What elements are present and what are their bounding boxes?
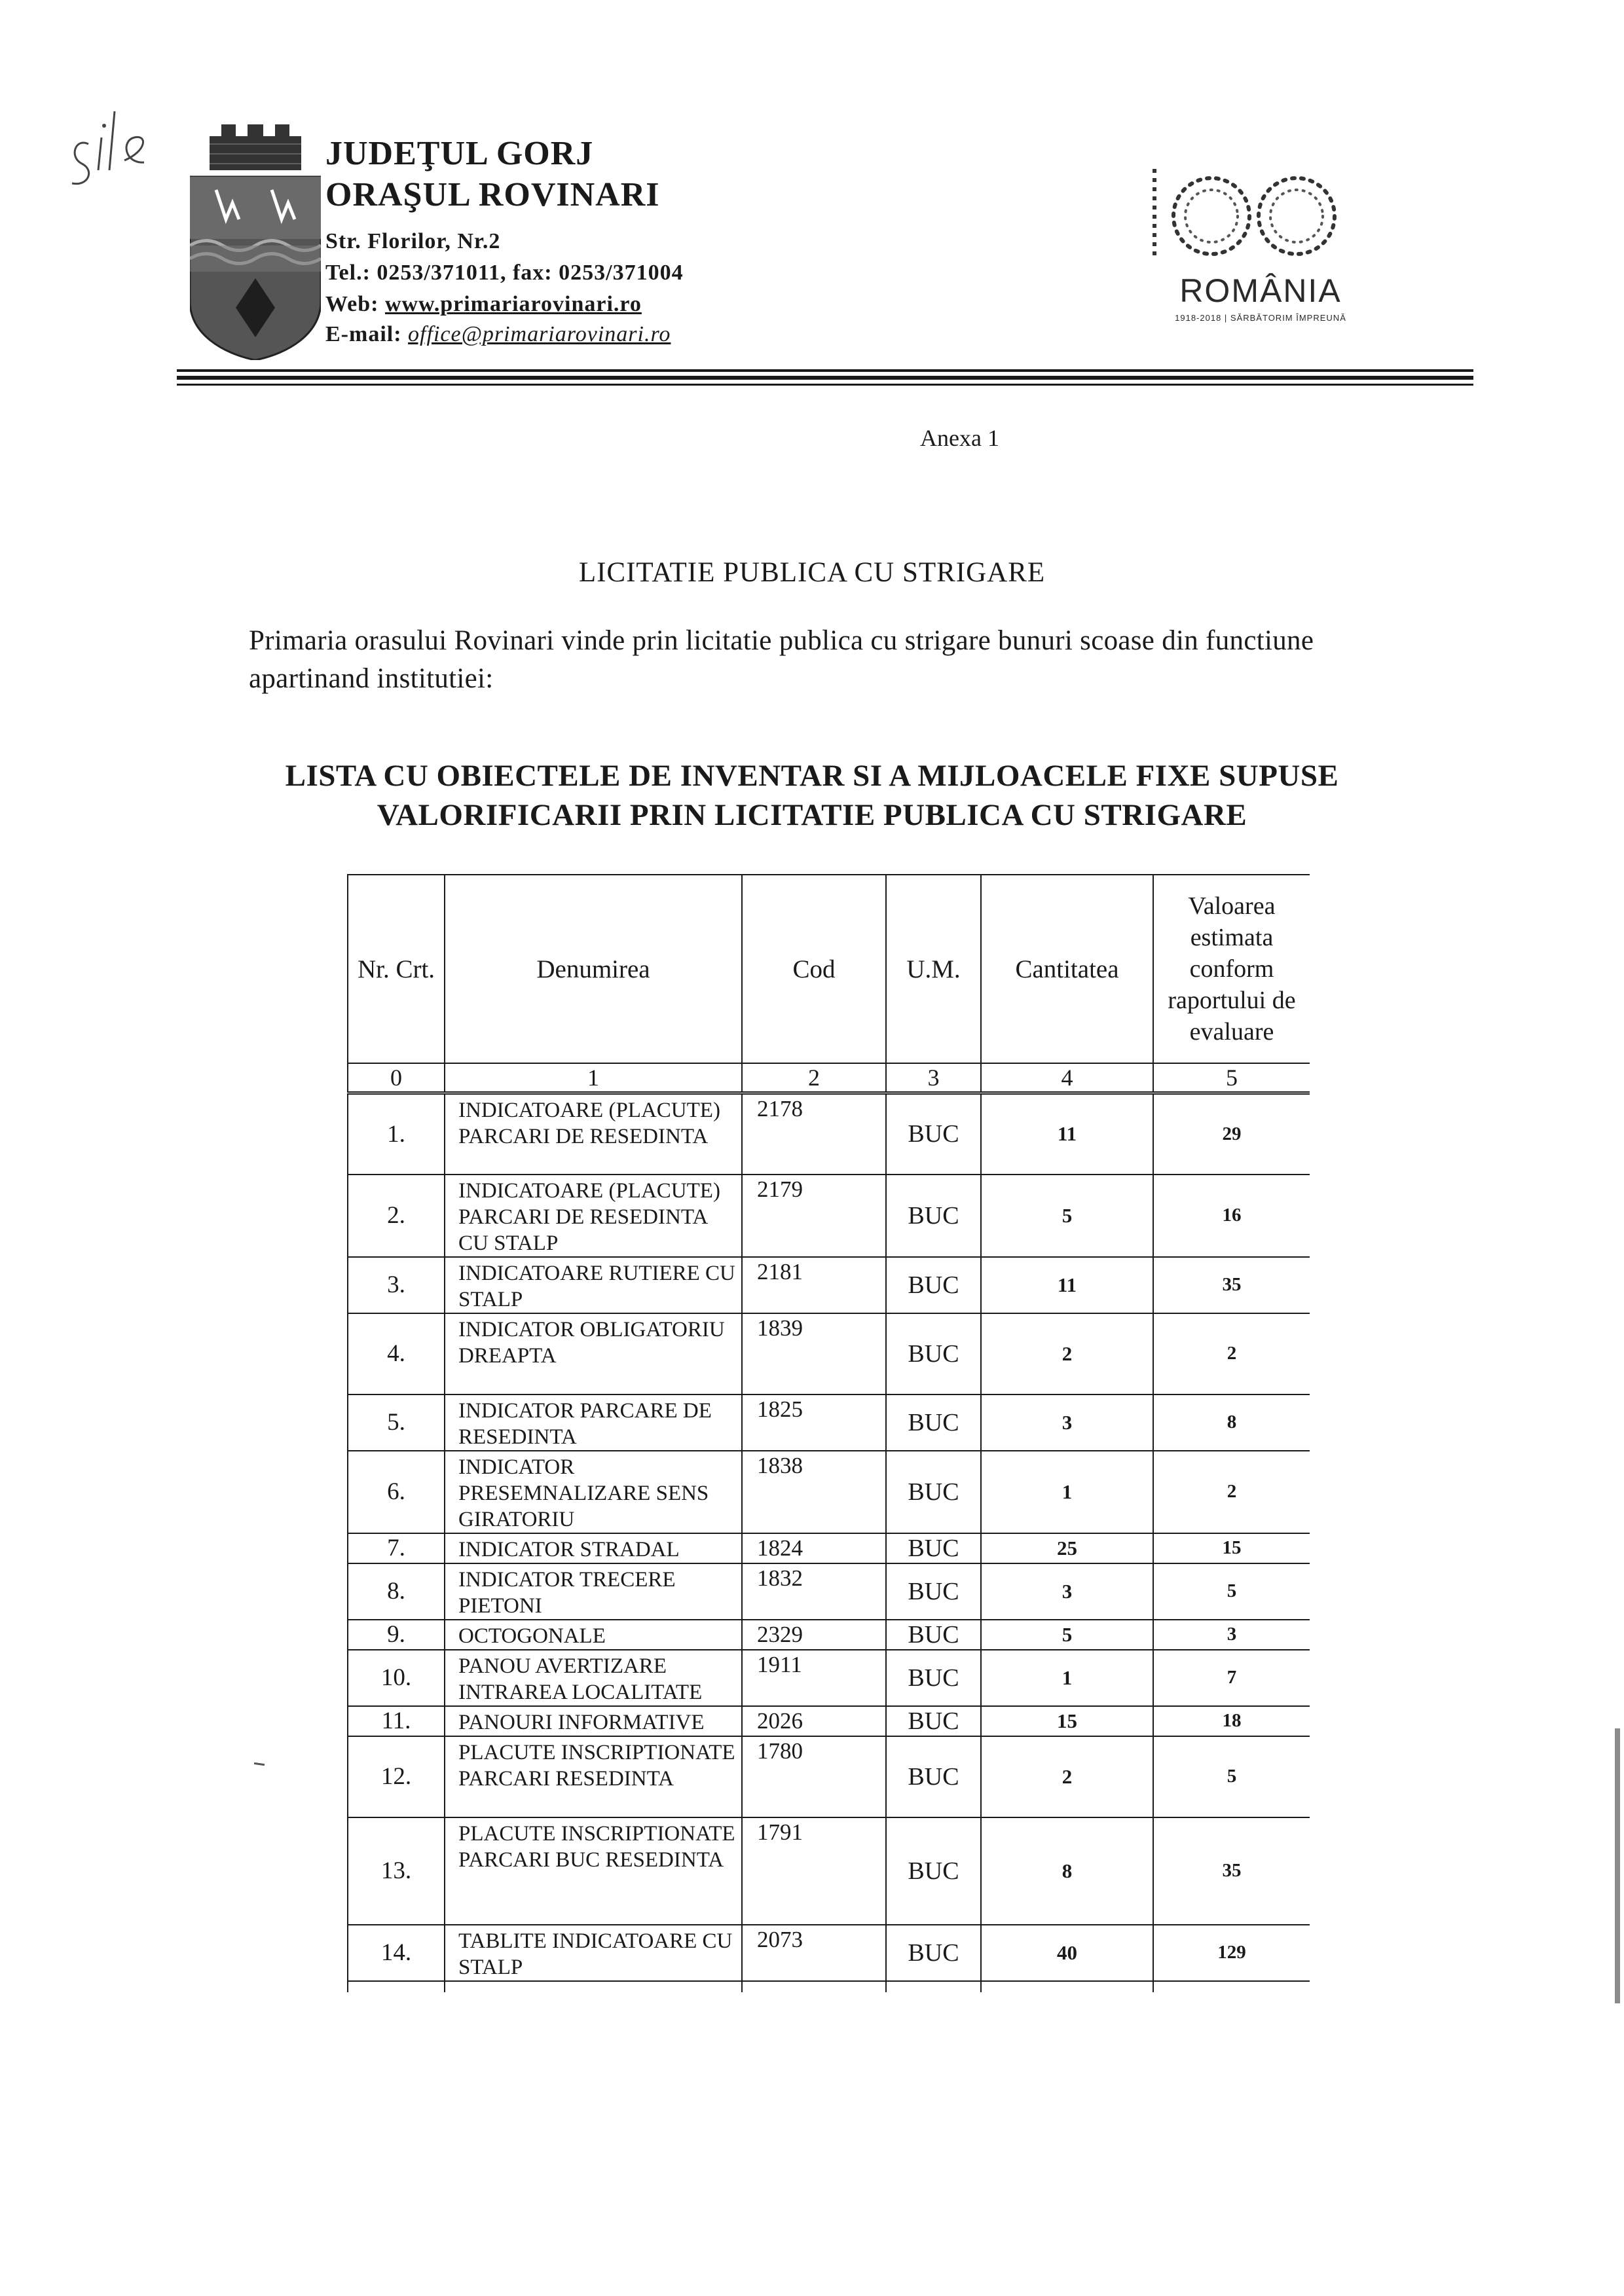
item-unit: BUC xyxy=(886,1563,981,1620)
item-unit: BUC xyxy=(886,1093,981,1175)
item-name: INDICATOR TRECERE PIETONI xyxy=(445,1563,742,1620)
item-code: 1780 xyxy=(742,1736,886,1817)
item-unit: BUC xyxy=(886,1313,981,1394)
row-number: 14. xyxy=(348,1925,445,1981)
stray-mark xyxy=(254,1762,265,1766)
row-number: 3. xyxy=(348,1257,445,1313)
address: Str. Florilor, Nr.2 xyxy=(325,229,501,253)
website-link[interactable]: www.primariarovinari.ro xyxy=(384,292,642,316)
item-code: 2329 xyxy=(742,1620,886,1650)
column-number: 3 xyxy=(886,1063,981,1093)
table-row xyxy=(348,1313,1310,1394)
table-row xyxy=(348,1706,1310,1736)
annex-label: Anexa 1 xyxy=(920,425,999,451)
item-quantity: 1 xyxy=(981,1650,1153,1706)
row-number: 8. xyxy=(348,1563,445,1620)
notice-title: LICITATIE PUBLICA CU STRIGARE xyxy=(578,557,1046,588)
table-row xyxy=(348,1925,1310,1981)
phone-fax: Tel.: 0253/371011, fax: 0253/371004 xyxy=(325,261,684,285)
centenary-word: ROMÂNIA xyxy=(1179,272,1342,309)
item-quantity: 2 xyxy=(981,1313,1153,1394)
item-unit: BUC xyxy=(886,1175,981,1257)
column-number-row xyxy=(348,1063,1310,1093)
item-name: OCTOGONALE xyxy=(445,1620,742,1650)
item-quantity: 40 xyxy=(981,1925,1153,1981)
row-number: 4. xyxy=(348,1313,445,1394)
item-code: 1911 xyxy=(742,1650,886,1706)
item-unit: BUC xyxy=(886,1533,981,1563)
item-value: 18 xyxy=(1153,1706,1310,1736)
email-label: E-mail: xyxy=(325,322,409,346)
item-unit: BUC xyxy=(886,1620,981,1650)
row-number: 5. xyxy=(348,1394,445,1451)
item-code: 1824 xyxy=(742,1533,886,1563)
column-header: Cantitatea xyxy=(981,875,1153,1063)
item-unit: BUC xyxy=(886,1394,981,1451)
table-row xyxy=(348,1093,1310,1175)
item-unit: BUC xyxy=(886,1817,981,1925)
item-name: TABLITE INDICATOARE CU STALP xyxy=(445,1925,742,1981)
item-unit: BUC xyxy=(886,1706,981,1736)
scan-edge-shadow xyxy=(1615,1728,1620,2003)
list-title xyxy=(0,756,1624,835)
item-code: 2026 xyxy=(742,1706,886,1736)
table-row xyxy=(348,1736,1310,1817)
row-number: 11. xyxy=(348,1706,445,1736)
email-line xyxy=(325,322,671,347)
item-quantity: 11 xyxy=(981,1093,1153,1175)
table-row xyxy=(348,1817,1310,1925)
table-row xyxy=(348,1257,1310,1313)
item-quantity: 3 xyxy=(981,1563,1153,1620)
item-name: INDICATOARE (PLACUTE) PARCARI DE RESEDINTA xyxy=(445,1093,742,1175)
item-code: 1839 xyxy=(742,1313,886,1394)
column-number: 0 xyxy=(348,1063,445,1093)
table-row xyxy=(348,1451,1310,1533)
item-code: 1791 xyxy=(742,1817,886,1925)
item-name: INDICATOARE RUTIERE CU STALP xyxy=(445,1257,742,1313)
item-unit: BUC xyxy=(886,1925,981,1981)
item-value: 7 xyxy=(1153,1650,1310,1706)
table-row xyxy=(348,1394,1310,1451)
item-quantity: 5 xyxy=(981,1620,1153,1650)
item-value: 35 xyxy=(1153,1817,1310,1925)
county-name: JUDEŢUL GORJ xyxy=(325,135,594,172)
column-number: 4 xyxy=(981,1063,1153,1093)
column-number: 5 xyxy=(1153,1063,1310,1093)
column-header: Cod xyxy=(742,875,886,1063)
item-code: 1832 xyxy=(742,1563,886,1620)
item-code: 2073 xyxy=(742,1925,886,1981)
row-number: 13. xyxy=(348,1817,445,1925)
centenary-subtitle: 1918-2018 | SĂRBĂTORIM ÎMPREUNĂ xyxy=(1175,313,1346,323)
item-quantity: 11 xyxy=(981,1257,1153,1313)
item-value: 29 xyxy=(1153,1093,1310,1175)
column-number: 1 xyxy=(445,1063,742,1093)
inventory-table-container xyxy=(347,874,1310,1992)
item-value: 129 xyxy=(1153,1925,1310,1981)
table-row-cut-off xyxy=(348,1981,1310,1993)
table-row xyxy=(348,1175,1310,1257)
row-number: 10. xyxy=(348,1650,445,1706)
table-body xyxy=(348,1093,1310,1993)
item-code: 1838 xyxy=(742,1451,886,1533)
item-value: 2 xyxy=(1153,1451,1310,1533)
row-number: 1. xyxy=(348,1093,445,1175)
table-row xyxy=(348,1650,1310,1706)
item-quantity: 5 xyxy=(981,1175,1153,1257)
list-title-line-1: LISTA CU OBIECTELE DE INVENTAR SI A MIJLOACELE FIXE SUPUSE xyxy=(285,759,1339,793)
row-number: 12. xyxy=(348,1736,445,1817)
item-quantity: 1 xyxy=(981,1451,1153,1533)
column-number: 2 xyxy=(742,1063,886,1093)
item-quantity: 2 xyxy=(981,1736,1153,1817)
table-row xyxy=(348,1563,1310,1620)
header-divider xyxy=(177,376,1473,380)
item-quantity: 3 xyxy=(981,1394,1153,1451)
item-value: 3 xyxy=(1153,1620,1310,1650)
table-row xyxy=(348,1620,1310,1650)
item-name: PANOURI INFORMATIVE xyxy=(445,1706,742,1736)
item-name: PLACUTE INSCRIPTIONATE PARCARI RESEDINTA xyxy=(445,1736,742,1817)
header-divider xyxy=(177,384,1473,386)
email-link[interactable]: office@primariarovinari.ro xyxy=(408,322,671,346)
row-number: 7. xyxy=(348,1533,445,1563)
item-unit: BUC xyxy=(886,1736,981,1817)
intro-paragraph: Primaria orasului Rovinari vinde prin licitatie publica cu strigare bunuri scoase din functiune apartinand institutiei: xyxy=(249,625,1314,694)
town-name: ORAŞUL ROVINARI xyxy=(325,176,660,213)
item-quantity: 15 xyxy=(981,1706,1153,1736)
website-line xyxy=(325,292,642,317)
list-title-line-2: VALORIFICARII PRIN LICITATIE PUBLICA CU STRIGARE xyxy=(377,798,1247,832)
item-quantity: 25 xyxy=(981,1533,1153,1563)
row-number: 2. xyxy=(348,1175,445,1257)
item-unit: BUC xyxy=(886,1451,981,1533)
item-code: 2179 xyxy=(742,1175,886,1257)
item-name: INDICATOR OBLIGATORIU DREAPTA xyxy=(445,1313,742,1394)
item-value: 8 xyxy=(1153,1394,1310,1451)
website-label: Web: xyxy=(325,292,385,316)
item-value: 16 xyxy=(1153,1175,1310,1257)
item-name: INDICATOARE (PLACUTE) PARCARI DE RESEDINTA CU STALP xyxy=(445,1175,742,1257)
column-header: Nr. Crt. xyxy=(348,875,445,1063)
table-row xyxy=(348,1533,1310,1563)
item-value: 5 xyxy=(1153,1736,1310,1817)
item-value: 5 xyxy=(1153,1563,1310,1620)
item-name: INDICATOR STRADAL xyxy=(445,1533,742,1563)
item-value: 15 xyxy=(1153,1533,1310,1563)
item-name: PANOU AVERTIZARE INTRAREA LOCALITATE xyxy=(445,1650,742,1706)
handwritten-note xyxy=(62,98,187,196)
row-number: 9. xyxy=(348,1620,445,1650)
item-code: 2181 xyxy=(742,1257,886,1313)
item-unit: BUC xyxy=(886,1650,981,1706)
row-number: 6. xyxy=(348,1451,445,1533)
item-unit: BUC xyxy=(886,1257,981,1313)
item-value: 35 xyxy=(1153,1257,1310,1313)
item-code: 2178 xyxy=(742,1093,886,1175)
coat-of-arms-icon xyxy=(190,124,321,360)
item-name: INDICATOR PRESEMNALIZARE SENS GIRATORIU xyxy=(445,1451,742,1533)
table-header-row xyxy=(348,875,1310,1063)
header-divider xyxy=(177,369,1473,372)
item-quantity: 8 xyxy=(981,1817,1153,1925)
item-name: INDICATOR PARCARE DE RESEDINTA xyxy=(445,1394,742,1451)
item-name: PLACUTE INSCRIPTIONATE PARCARI BUC RESEDINTA xyxy=(445,1817,742,1925)
item-value: 2 xyxy=(1153,1313,1310,1394)
column-header: Valoarea estimata conform raportului de evaluare xyxy=(1153,875,1310,1063)
column-header: U.M. xyxy=(886,875,981,1063)
item-code: 1825 xyxy=(742,1394,886,1451)
inventory-table xyxy=(347,874,1310,1992)
column-header: Denumirea xyxy=(445,875,742,1063)
